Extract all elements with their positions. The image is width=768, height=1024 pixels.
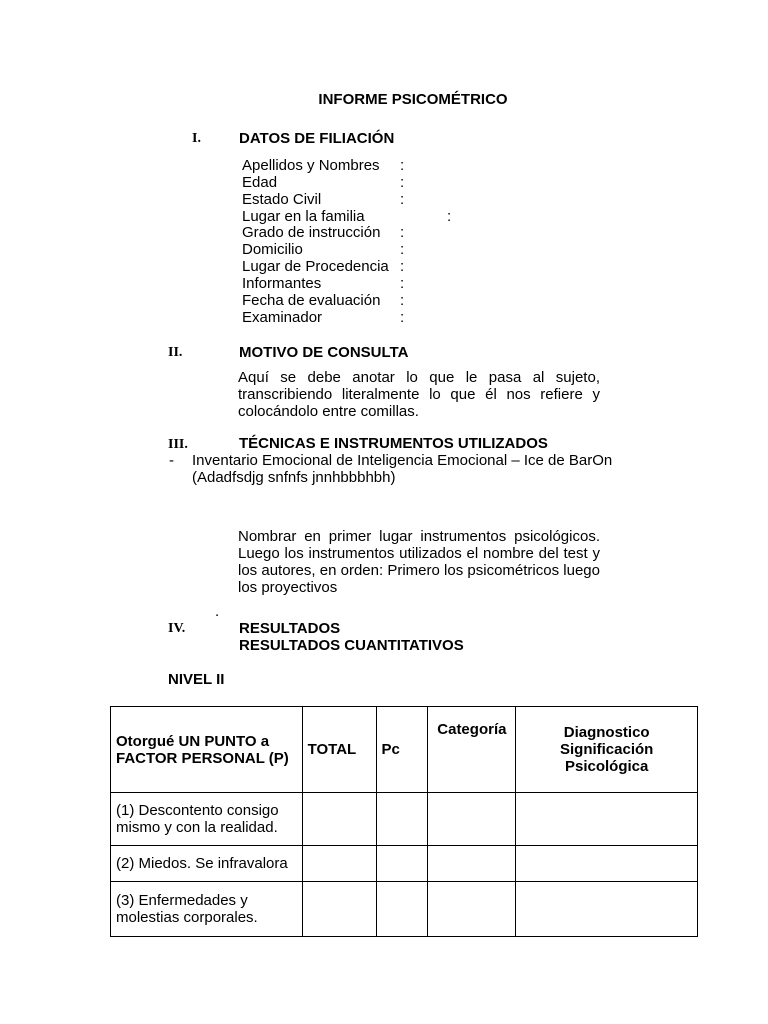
field-label: Domicilio bbox=[242, 241, 303, 258]
cell-total bbox=[302, 882, 376, 937]
field-colon: : bbox=[400, 258, 405, 275]
section-2-heading: MOTIVO DE CONSULTA bbox=[239, 344, 409, 361]
field-colon: : bbox=[400, 174, 405, 191]
table-row bbox=[111, 793, 698, 846]
header-diag-line3: Psicológica bbox=[564, 758, 649, 775]
section-3-heading: TÉCNICAS E INSTRUMENTOS UTILIZADOS bbox=[239, 435, 548, 452]
instrument-item-line1: Inventario Emocional de Inteligencia Emocional – Ice de BarOn bbox=[192, 452, 613, 469]
header-diagnostico bbox=[516, 707, 698, 793]
field-colon: : bbox=[400, 191, 405, 208]
field-label: Estado Civil bbox=[242, 191, 322, 208]
field-label: Edad bbox=[242, 174, 278, 191]
document-title: INFORME PSICOMÉTRICO bbox=[318, 91, 508, 108]
cell-categoria bbox=[428, 793, 516, 846]
field-label: Lugar en la familia bbox=[242, 208, 365, 225]
cell-categoria bbox=[428, 846, 516, 882]
field-label: Examinador bbox=[242, 309, 323, 326]
instruments-note: Nombrar en primer lugar instrumentos psicológicos. Luego los instrumentos utilizados el nombre del test y los autores, en orden: Primero los psicométricos luego los proyectivos bbox=[238, 528, 600, 596]
row-factor: (1) Descontento consigo mismo y con la realidad. bbox=[111, 793, 303, 846]
section-1-heading: DATOS DE FILIACIÓN bbox=[239, 130, 395, 147]
instrument-item-line2: (Adadfsdjg snfnfs jnnhbbbhbh) bbox=[192, 469, 396, 486]
field-label: Grado de instrucción bbox=[242, 224, 381, 241]
header-factor: Otorgué UN PUNTO a FACTOR PERSONAL (P) bbox=[111, 707, 303, 793]
cell-categoria bbox=[428, 882, 516, 937]
table-header-row bbox=[111, 707, 698, 793]
header-diag-line1: Diagnostico bbox=[563, 724, 650, 741]
header-diag-line2: Significación bbox=[559, 741, 654, 758]
field-label: Informantes bbox=[242, 275, 322, 292]
cell-pc bbox=[376, 793, 428, 846]
row-factor: (2) Miedos. Se infravalora bbox=[111, 846, 303, 882]
list-bullet: - bbox=[169, 452, 174, 469]
header-categoria: Categoría bbox=[428, 707, 516, 793]
field-colon: : bbox=[400, 275, 405, 292]
field-label: Fecha de evaluación bbox=[242, 292, 381, 309]
field-colon: : bbox=[447, 208, 452, 225]
results-table bbox=[110, 706, 698, 937]
consulta-text: Aquí se debe anotar lo que le pasa al sujeto, transcribiendo literalmente lo que él nos refiere y colocándolo entre comillas. bbox=[238, 369, 600, 420]
cell-diagnostico bbox=[516, 846, 698, 882]
cell-total bbox=[302, 793, 376, 846]
table-row bbox=[111, 846, 698, 882]
field-label: Lugar de Procedencia bbox=[242, 258, 389, 275]
section-2-numeral: II. bbox=[168, 345, 183, 360]
header-total: TOTAL bbox=[302, 707, 376, 793]
field-colon: : bbox=[400, 292, 405, 309]
row-factor: (3) Enfermedades y molestias corporales. bbox=[111, 882, 303, 937]
field-colon: : bbox=[400, 241, 405, 258]
table-row bbox=[111, 882, 698, 937]
field-colon: : bbox=[400, 157, 405, 174]
header-pc: Pc bbox=[376, 707, 428, 793]
section-4-numeral: IV. bbox=[168, 621, 186, 636]
field-colon: : bbox=[400, 309, 405, 326]
cell-diagnostico bbox=[516, 793, 698, 846]
cell-pc bbox=[376, 846, 428, 882]
stray-dot: . bbox=[215, 603, 220, 620]
section-3-numeral: III. bbox=[168, 437, 188, 452]
field-label: Apellidos y Nombres bbox=[242, 157, 380, 174]
field-colon: : bbox=[400, 224, 405, 241]
section-1-numeral: I. bbox=[192, 131, 201, 146]
level-label: NIVEL II bbox=[168, 671, 225, 688]
cell-pc bbox=[376, 882, 428, 937]
section-4-heading: RESULTADOS bbox=[239, 620, 341, 637]
cell-total bbox=[302, 846, 376, 882]
cell-diagnostico bbox=[516, 882, 698, 937]
section-4-subheading: RESULTADOS CUANTITATIVOS bbox=[239, 637, 464, 654]
